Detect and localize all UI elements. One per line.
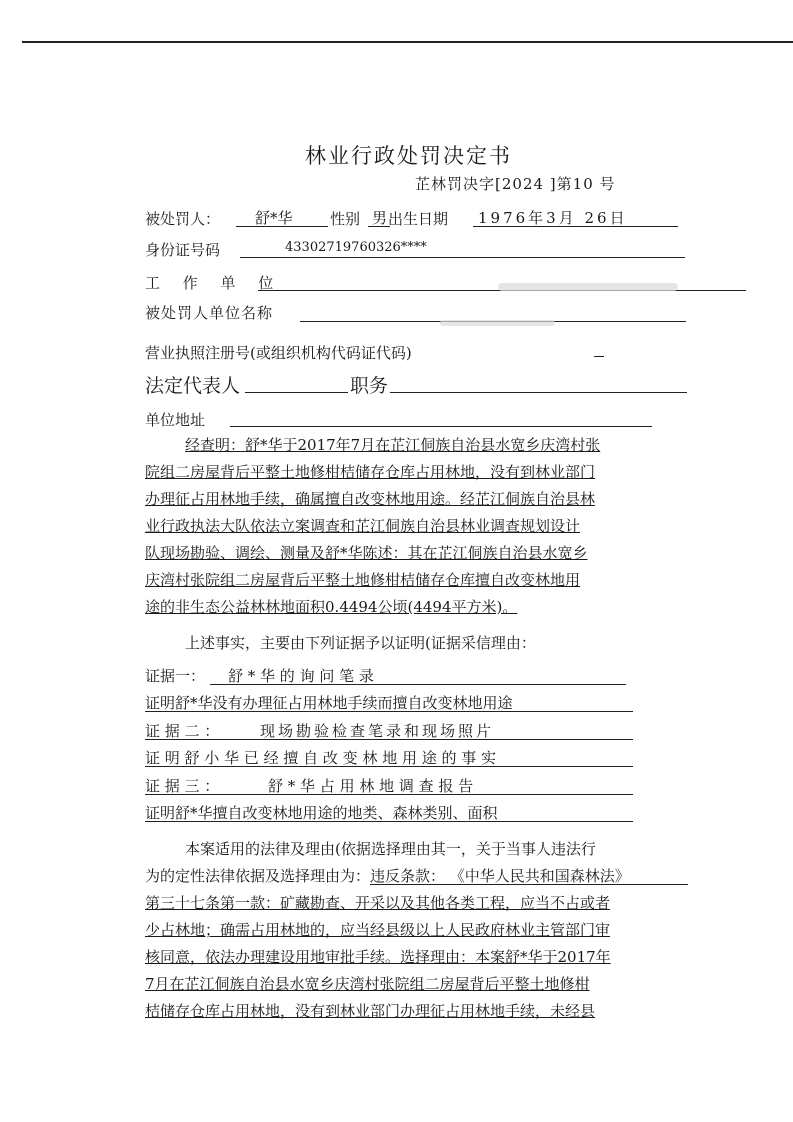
id-label: 身份证号码 <box>145 241 221 259</box>
evidence-2-underline <box>145 739 633 740</box>
address-underline <box>230 426 652 427</box>
business-license-mark <box>594 356 604 357</box>
name-label: 被处罚人： <box>145 210 221 228</box>
evidence-1-value: 舒 * 华 的 询 问 笔 录 <box>228 667 374 685</box>
id-underline <box>240 257 685 258</box>
gender-underline <box>368 226 390 227</box>
findings-line: 办理征占用林地手续，确属擅自改变林地用途。经芷江侗族自治县林 <box>145 490 596 508</box>
findings-line: 经查明：舒*华于2017年7月在芷江侗族自治县水宽乡庆湾村张 <box>185 436 601 454</box>
law-line: 少占林地；确需占用林地的，应当经县级以上人民政府林业主管部门审 <box>145 921 611 939</box>
gender-label: 性别 <box>330 210 361 228</box>
birth-value: 1976年3月 26日 <box>478 209 628 227</box>
business-license-label: 营业执照注册号(或组织机构代码证代码) <box>145 344 412 362</box>
evidence-3-underline <box>145 794 633 795</box>
redaction-smudge <box>498 283 678 291</box>
unit-name-label: 被处罚人单位名称 <box>145 304 274 322</box>
law-line: 桔储存仓库占用林地，没有到林业部门办理征占用林地手续，未经县 <box>145 1002 596 1020</box>
birth-label: 出生日期 <box>388 210 449 228</box>
work-unit-label: 工 作 单 位 <box>145 274 283 292</box>
evidence-2-proof: 证 明 舒 小 华 已 经 擅 自 改 变 林 地 用 途 的 事 实 <box>145 749 497 767</box>
position-underline <box>390 392 687 393</box>
findings-line: 队现场勘验、调绘、测量及舒*华陈述：其在芷江侗族自治县水宽乡 <box>145 544 588 562</box>
address-label: 单位地址 <box>145 411 206 429</box>
law-line: 核同意，依法办理建设用地审批手续。选择理由：本案舒*华于2017年 <box>145 948 611 966</box>
legal-rep-underline <box>245 392 348 393</box>
evidence-1-label: 证据一： <box>145 667 206 685</box>
evidence-intro: 上述事实，主要由下列证据予以证明(证据采信理由： <box>185 634 536 652</box>
law-line: 为的定性法律依据及选择理由为：违反条款： 《中华人民共和国森林法》 <box>145 867 630 885</box>
law-line: 本案适用的法律及理由(依据选择理由其一，关于当事人违法行 <box>185 840 596 858</box>
redaction-smudge <box>440 320 555 326</box>
document-number: 芷林罚决字[2024 ]第10 号 <box>415 175 616 193</box>
birth-underline <box>473 226 678 227</box>
findings-line: 途的非生态公益林林地面积0.4494公顷(4494平方米)。 <box>145 598 518 616</box>
evidence-2-label: 证 据 二 ： <box>145 722 220 740</box>
name-value: 舒*华 <box>255 209 293 227</box>
legal-rep-label: 法定代表人 <box>145 375 241 397</box>
evidence-1-proof-underline <box>145 711 633 712</box>
findings-line: 庆湾村张院组二房屋背后平整土地修柑桔储存仓库擅自改变林地用 <box>145 571 581 589</box>
gender-value: 男 <box>372 209 388 227</box>
law-line: 7月在芷江侗族自治县水宽乡庆湾村张院组二房屋背后平整土地修柑 <box>145 975 590 993</box>
evidence-1-underline <box>210 684 626 685</box>
document-title: 林业行政处罚决定书 <box>305 144 512 168</box>
id-value: 43302719760326**** <box>285 240 427 255</box>
name-underline <box>236 226 328 227</box>
evidence-1-proof: 证明舒*华没有办理征占用林地手续而擅自改变林地用途 <box>145 694 513 712</box>
position-label: 职务 <box>350 375 389 397</box>
findings-line: 业行政执法大队依法立案调查和芷江侗族自治县林业调查规划设计 <box>145 517 581 535</box>
top-rule <box>22 41 793 43</box>
evidence-3-value: 舒 * 华 占 用 林 地 调 查 报 告 <box>268 777 474 795</box>
law-line: 第三十七条第一款：矿藏勘查、开采以及其他各类工程，应当不占或者 <box>145 894 611 912</box>
evidence-2-value: 现场勘验检查笔录和现场照片 <box>260 722 495 740</box>
evidence-3-proof-underline <box>145 821 633 822</box>
evidence-3-label: 证 据 三 ： <box>145 777 220 795</box>
law-line-underline <box>370 884 688 885</box>
findings-line: 院组二房屋背后平整土地修柑桔储存仓库占用林地，没有到林业部门 <box>145 463 596 481</box>
evidence-3-proof: 证明舒*华擅自改变林地用途的地类、森林类别、面积 <box>145 804 498 822</box>
evidence-2-proof-underline <box>145 766 633 767</box>
